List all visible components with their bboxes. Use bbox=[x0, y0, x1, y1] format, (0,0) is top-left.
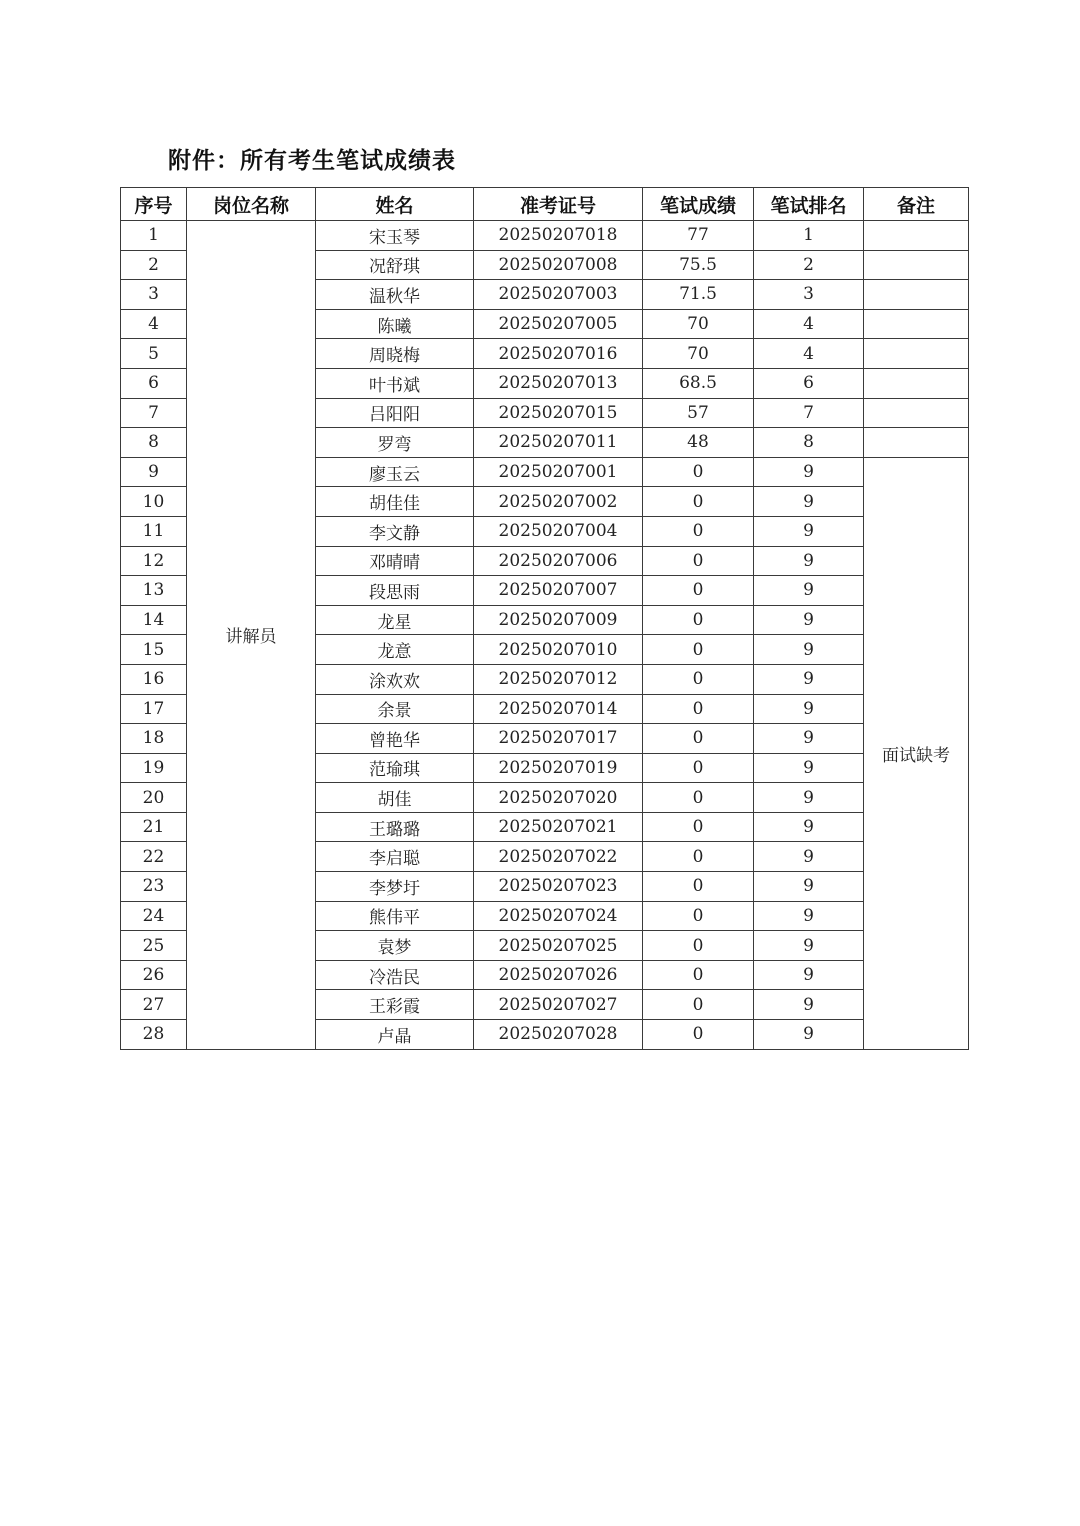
cell-rank: 9 bbox=[754, 901, 864, 931]
cell-score: 0 bbox=[643, 990, 754, 1020]
cell-no: 3 bbox=[121, 280, 187, 310]
column-header-rank: 笔试排名 bbox=[754, 188, 864, 221]
cell-name: 段思雨 bbox=[316, 576, 474, 606]
cell-ticket: 20250207014 bbox=[474, 694, 643, 724]
cell-score: 0 bbox=[643, 812, 754, 842]
cell-ticket: 20250207016 bbox=[474, 339, 643, 369]
cell-score: 71.5 bbox=[643, 280, 754, 310]
cell-name: 胡佳 bbox=[316, 783, 474, 813]
cell-rank: 9 bbox=[754, 576, 864, 606]
cell-no: 16 bbox=[121, 664, 187, 694]
cell-no: 10 bbox=[121, 487, 187, 517]
cell-ticket: 20250207025 bbox=[474, 931, 643, 961]
cell-score: 77 bbox=[643, 221, 754, 251]
cell-score: 75.5 bbox=[643, 250, 754, 280]
table-row bbox=[121, 221, 969, 251]
cell-score: 0 bbox=[643, 724, 754, 754]
cell-no: 18 bbox=[121, 724, 187, 754]
cell-ticket: 20250207005 bbox=[474, 309, 643, 339]
cell-no: 23 bbox=[121, 872, 187, 902]
cell-rank: 9 bbox=[754, 990, 864, 1020]
cell-no: 12 bbox=[121, 546, 187, 576]
cell-no: 19 bbox=[121, 753, 187, 783]
cell-name: 况舒琪 bbox=[316, 250, 474, 280]
cell-name: 廖玉云 bbox=[316, 457, 474, 487]
cell-rank: 6 bbox=[754, 368, 864, 398]
cell-score: 0 bbox=[643, 872, 754, 902]
cell-no: 21 bbox=[121, 812, 187, 842]
cell-no: 28 bbox=[121, 1020, 187, 1050]
cell-name: 涂欢欢 bbox=[316, 664, 474, 694]
cell-remark bbox=[864, 309, 969, 339]
cell-name: 胡佳佳 bbox=[316, 487, 474, 517]
cell-remark bbox=[864, 250, 969, 280]
cell-score: 0 bbox=[643, 457, 754, 487]
cell-rank: 9 bbox=[754, 872, 864, 902]
cell-no: 6 bbox=[121, 368, 187, 398]
cell-ticket: 20250207022 bbox=[474, 842, 643, 872]
cell-no: 4 bbox=[121, 309, 187, 339]
cell-remark bbox=[864, 368, 969, 398]
cell-score: 0 bbox=[643, 487, 754, 517]
cell-score: 0 bbox=[643, 605, 754, 635]
cell-score: 0 bbox=[643, 546, 754, 576]
cell-remark bbox=[864, 428, 969, 458]
cell-name: 李文静 bbox=[316, 516, 474, 546]
cell-score: 0 bbox=[643, 901, 754, 931]
cell-ticket: 20250207010 bbox=[474, 635, 643, 665]
cell-ticket: 20250207007 bbox=[474, 576, 643, 606]
cell-name: 陈曦 bbox=[316, 309, 474, 339]
cell-ticket: 20250207009 bbox=[474, 605, 643, 635]
score-table bbox=[120, 187, 969, 1050]
column-header-remark: 备注 bbox=[864, 188, 969, 221]
cell-ticket: 20250207012 bbox=[474, 664, 643, 694]
cell-no: 7 bbox=[121, 398, 187, 428]
cell-ticket: 20250207026 bbox=[474, 960, 643, 990]
cell-no: 11 bbox=[121, 516, 187, 546]
cell-score: 0 bbox=[643, 576, 754, 606]
cell-score: 70 bbox=[643, 309, 754, 339]
cell-ticket: 20250207019 bbox=[474, 753, 643, 783]
cell-rank: 8 bbox=[754, 428, 864, 458]
cell-rank: 9 bbox=[754, 812, 864, 842]
cell-no: 14 bbox=[121, 605, 187, 635]
cell-no: 26 bbox=[121, 960, 187, 990]
cell-score: 0 bbox=[643, 635, 754, 665]
cell-no: 17 bbox=[121, 694, 187, 724]
cell-no: 15 bbox=[121, 635, 187, 665]
cell-name: 吕阳阳 bbox=[316, 398, 474, 428]
cell-score: 0 bbox=[643, 842, 754, 872]
cell-rank: 2 bbox=[754, 250, 864, 280]
cell-score: 0 bbox=[643, 664, 754, 694]
cell-name: 袁梦 bbox=[316, 931, 474, 961]
cell-score: 0 bbox=[643, 694, 754, 724]
cell-score: 0 bbox=[643, 931, 754, 961]
cell-name: 温秋华 bbox=[316, 280, 474, 310]
cell-name: 王彩霞 bbox=[316, 990, 474, 1020]
cell-rank: 9 bbox=[754, 457, 864, 487]
cell-rank: 9 bbox=[754, 664, 864, 694]
cell-score: 0 bbox=[643, 960, 754, 990]
cell-rank: 9 bbox=[754, 635, 864, 665]
cell-remark bbox=[864, 398, 969, 428]
cell-rank: 9 bbox=[754, 605, 864, 635]
cell-rank: 9 bbox=[754, 487, 864, 517]
cell-no: 27 bbox=[121, 990, 187, 1020]
cell-no: 8 bbox=[121, 428, 187, 458]
cell-rank: 4 bbox=[754, 309, 864, 339]
cell-no: 2 bbox=[121, 250, 187, 280]
cell-ticket: 20250207006 bbox=[474, 546, 643, 576]
column-header-position: 岗位名称 bbox=[187, 188, 316, 221]
cell-score: 0 bbox=[643, 516, 754, 546]
cell-name: 曾艳华 bbox=[316, 724, 474, 754]
cell-score: 0 bbox=[643, 1020, 754, 1050]
cell-rank: 1 bbox=[754, 221, 864, 251]
cell-ticket: 20250207024 bbox=[474, 901, 643, 931]
cell-rank: 9 bbox=[754, 694, 864, 724]
cell-name: 叶书斌 bbox=[316, 368, 474, 398]
cell-rank: 9 bbox=[754, 724, 864, 754]
cell-ticket: 20250207008 bbox=[474, 250, 643, 280]
cell-ticket: 20250207015 bbox=[474, 398, 643, 428]
cell-no: 9 bbox=[121, 457, 187, 487]
cell-rank: 9 bbox=[754, 931, 864, 961]
page-title: 附件：所有考生笔试成绩表 bbox=[168, 148, 456, 174]
cell-no: 25 bbox=[121, 931, 187, 961]
column-header-no: 序号 bbox=[121, 188, 187, 221]
cell-remark-absent: 面试缺考 bbox=[864, 457, 969, 1049]
cell-name: 罗弯 bbox=[316, 428, 474, 458]
cell-name: 龙意 bbox=[316, 635, 474, 665]
cell-name: 卢晶 bbox=[316, 1020, 474, 1050]
cell-name: 冷浩民 bbox=[316, 960, 474, 990]
cell-no: 22 bbox=[121, 842, 187, 872]
cell-ticket: 20250207018 bbox=[474, 221, 643, 251]
header-row bbox=[121, 188, 969, 221]
cell-remark bbox=[864, 339, 969, 369]
cell-score: 57 bbox=[643, 398, 754, 428]
score-table-body bbox=[121, 221, 969, 1050]
cell-ticket: 20250207011 bbox=[474, 428, 643, 458]
cell-name: 龙星 bbox=[316, 605, 474, 635]
cell-remark bbox=[864, 221, 969, 251]
cell-rank: 9 bbox=[754, 516, 864, 546]
cell-score: 0 bbox=[643, 753, 754, 783]
cell-rank: 3 bbox=[754, 280, 864, 310]
cell-ticket: 20250207003 bbox=[474, 280, 643, 310]
cell-name: 李梦圩 bbox=[316, 872, 474, 902]
cell-ticket: 20250207020 bbox=[474, 783, 643, 813]
cell-rank: 9 bbox=[754, 1020, 864, 1050]
cell-ticket: 20250207023 bbox=[474, 872, 643, 902]
column-header-name: 姓名 bbox=[316, 188, 474, 221]
cell-score: 68.5 bbox=[643, 368, 754, 398]
cell-no: 20 bbox=[121, 783, 187, 813]
cell-ticket: 20250207004 bbox=[474, 516, 643, 546]
cell-ticket: 20250207001 bbox=[474, 457, 643, 487]
cell-rank: 7 bbox=[754, 398, 864, 428]
cell-rank: 9 bbox=[754, 753, 864, 783]
cell-ticket: 20250207002 bbox=[474, 487, 643, 517]
cell-name: 范瑜琪 bbox=[316, 753, 474, 783]
cell-remark bbox=[864, 280, 969, 310]
cell-rank: 9 bbox=[754, 842, 864, 872]
cell-no: 24 bbox=[121, 901, 187, 931]
cell-ticket: 20250207013 bbox=[474, 368, 643, 398]
cell-score: 48 bbox=[643, 428, 754, 458]
cell-rank: 9 bbox=[754, 960, 864, 990]
cell-no: 5 bbox=[121, 339, 187, 369]
cell-rank: 9 bbox=[754, 783, 864, 813]
position-cell: 讲解员 bbox=[187, 221, 316, 1050]
cell-name: 宋玉琴 bbox=[316, 221, 474, 251]
cell-name: 邓晴晴 bbox=[316, 546, 474, 576]
cell-ticket: 20250207017 bbox=[474, 724, 643, 754]
cell-name: 余景 bbox=[316, 694, 474, 724]
column-header-ticket: 准考证号 bbox=[474, 188, 643, 221]
cell-name: 王璐璐 bbox=[316, 812, 474, 842]
column-header-score: 笔试成绩 bbox=[643, 188, 754, 221]
cell-name: 熊伟平 bbox=[316, 901, 474, 931]
cell-ticket: 20250207028 bbox=[474, 1020, 643, 1050]
cell-score: 70 bbox=[643, 339, 754, 369]
cell-no: 1 bbox=[121, 221, 187, 251]
cell-score: 0 bbox=[643, 783, 754, 813]
cell-rank: 4 bbox=[754, 339, 864, 369]
cell-ticket: 20250207021 bbox=[474, 812, 643, 842]
cell-no: 13 bbox=[121, 576, 187, 606]
cell-name: 周晓梅 bbox=[316, 339, 474, 369]
cell-rank: 9 bbox=[754, 546, 864, 576]
cell-ticket: 20250207027 bbox=[474, 990, 643, 1020]
cell-name: 李启聪 bbox=[316, 842, 474, 872]
